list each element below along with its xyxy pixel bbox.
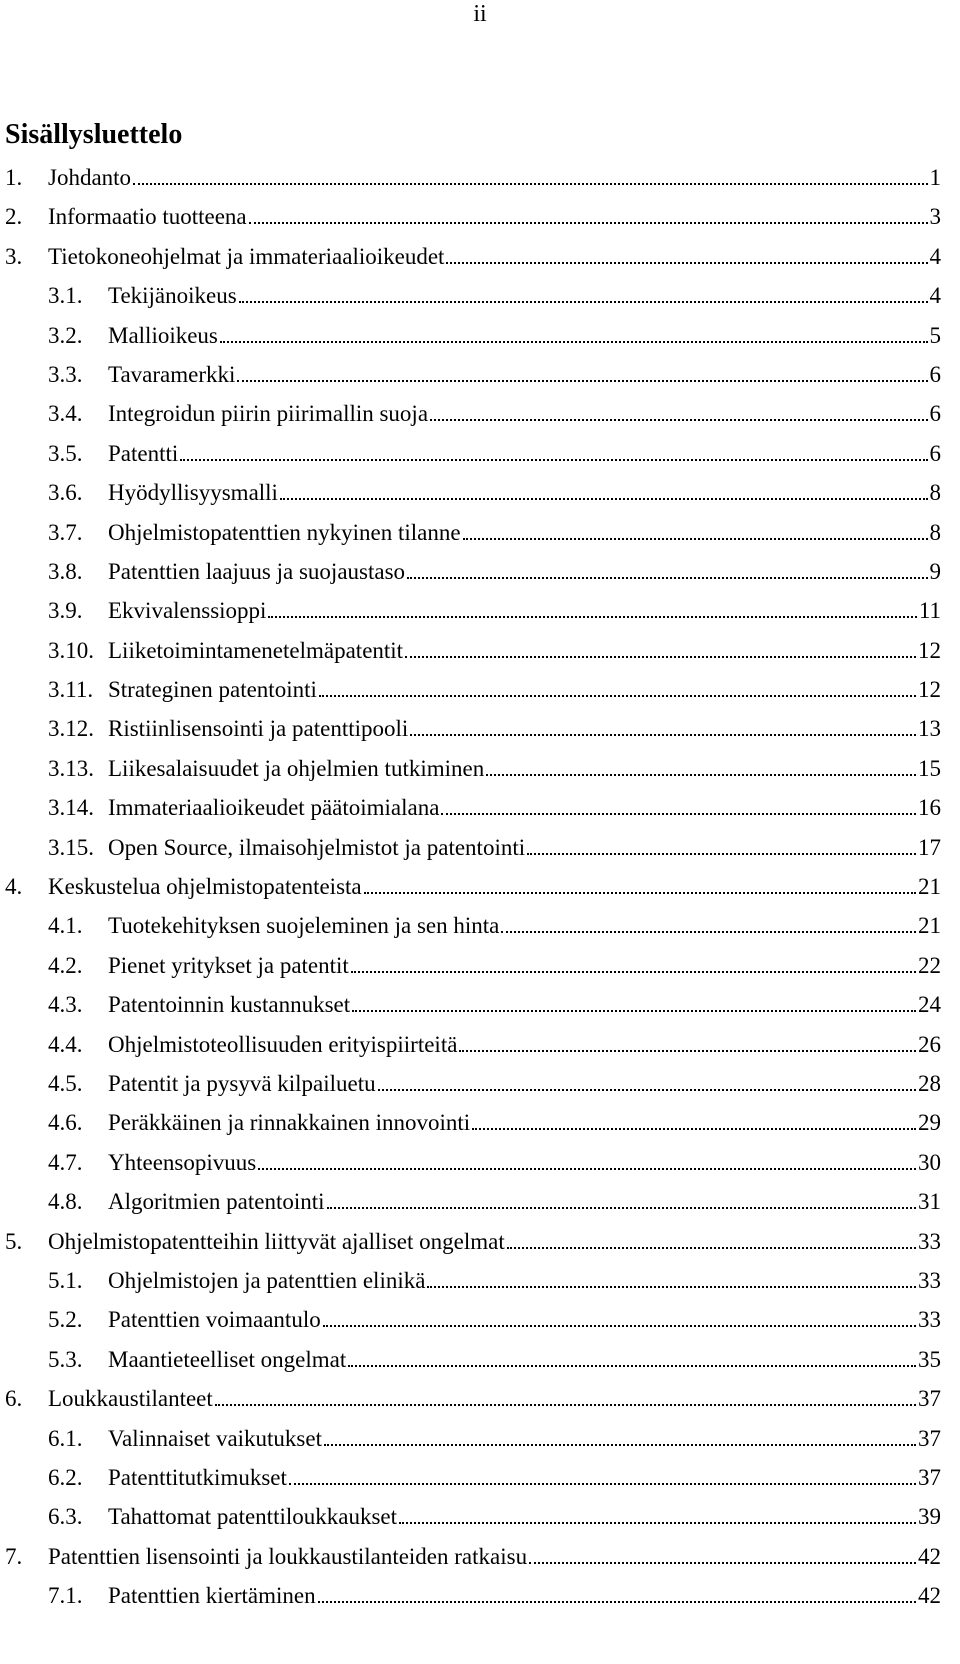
toc-entry[interactable]: [0, 1464, 960, 1503]
toc-entry-title: Maantieteelliset ongelmat: [108, 1346, 347, 1372]
toc-entry-page: 37: [918, 1386, 941, 1412]
toc-entry-page: 16: [918, 795, 941, 821]
dot-leader: [352, 1009, 916, 1012]
toc-entry-page: 33: [918, 1267, 941, 1293]
toc-entry-page: 4: [929, 243, 941, 269]
toc-entry-title: Keskustelua ohjelmistopatenteista: [48, 874, 362, 900]
toc-entry-line: [108, 1464, 941, 1492]
dot-leader: [289, 1482, 916, 1485]
toc-entry-page: 30: [918, 1149, 941, 1175]
toc-entry-line: [48, 873, 941, 901]
toc-entry-line: [48, 164, 941, 192]
dot-leader: [472, 1127, 916, 1130]
toc-entry-number: 6.: [5, 1386, 23, 1412]
dot-leader: [378, 1088, 916, 1091]
toc-entry-page: 24: [918, 992, 941, 1018]
toc-entry-title: Patenttien laajuus ja suojaustaso: [108, 558, 406, 584]
toc-entry-page: 22: [918, 952, 941, 978]
toc-entry[interactable]: [0, 1346, 960, 1385]
dot-leader: [446, 261, 927, 264]
toc-entry-number: 3.1.: [48, 283, 83, 309]
toc-entry-title: Tietokoneohjelmat ja immateriaalioikeudet: [48, 243, 445, 269]
dot-leader: [407, 576, 927, 579]
dot-leader: [529, 1561, 916, 1564]
toc-entry-line: [108, 1149, 941, 1177]
toc-entry-page: 37: [918, 1464, 941, 1490]
toc-entry-line: [108, 1267, 941, 1295]
toc-entry[interactable]: [0, 1070, 960, 1109]
toc-entry-line: [108, 479, 941, 507]
toc-entry-title: Tekijänoikeus: [108, 283, 237, 309]
toc-entry[interactable]: [0, 1149, 960, 1188]
toc-entry-line: [108, 637, 941, 665]
dot-leader: [441, 812, 916, 815]
toc-entry-line: [108, 282, 941, 310]
toc-entry-page: 21: [918, 913, 941, 939]
toc-entry-line: [108, 1109, 941, 1137]
toc-entry-line: [108, 597, 941, 625]
toc-entry-line: [108, 519, 941, 547]
toc-entry-line: [108, 1425, 941, 1453]
toc-entry-number: 4.8.: [48, 1189, 83, 1215]
toc-entry[interactable]: [0, 1267, 960, 1306]
toc-entry-page: 26: [918, 1031, 941, 1057]
toc-entry-number: 7.1.: [48, 1583, 83, 1609]
toc-entry-page: 31: [918, 1189, 941, 1215]
dot-leader: [239, 300, 928, 303]
toc-entry[interactable]: [0, 1503, 960, 1542]
toc-entry[interactable]: [0, 1543, 960, 1582]
toc-entry-line: [108, 440, 941, 468]
toc-entry-title: Algoritmien patentointi: [108, 1189, 325, 1215]
toc-entry-number: 3.3.: [48, 361, 83, 387]
toc-entry-page: 8: [929, 480, 941, 506]
toc-entry[interactable]: [0, 597, 960, 636]
toc-entry-line: [108, 1070, 941, 1098]
toc-entry-page: 37: [918, 1425, 941, 1451]
toc-entry-line: [48, 1228, 941, 1256]
toc-entry-title: Tahattomat patenttiloukkaukset: [108, 1504, 398, 1530]
toc-entry-page: 12: [918, 637, 941, 663]
toc-entry-number: 3.9.: [48, 598, 83, 624]
toc-entry-number: 3.13.: [48, 755, 94, 781]
toc-entry-number: 4.4.: [48, 1031, 83, 1057]
toc-entry[interactable]: [0, 558, 960, 597]
toc-entry-line: [108, 1306, 941, 1334]
toc-entry-line: [108, 1503, 941, 1531]
toc-entry-number: 3.7.: [48, 519, 83, 545]
toc-entry[interactable]: [0, 400, 960, 439]
toc-entry-number: 4.2.: [48, 952, 83, 978]
toc-entry-title: Immateriaalioikeudet päätoimialana: [108, 795, 440, 821]
toc-entry-number: 4.3.: [48, 992, 83, 1018]
toc-entry[interactable]: [0, 164, 960, 203]
toc-entry[interactable]: [0, 1385, 960, 1424]
toc-entry-number: 4.6.: [48, 1110, 83, 1136]
toc-entry-number: 3.4.: [48, 401, 83, 427]
dot-leader: [507, 1246, 916, 1249]
toc-entry-line: [108, 322, 941, 350]
dot-leader: [249, 221, 928, 224]
toc-entry-number: 3.: [5, 243, 23, 269]
toc-entry-number: 7.: [5, 1543, 23, 1569]
dot-leader: [323, 1324, 916, 1327]
dot-leader: [220, 340, 928, 343]
toc-entry-page: 6: [929, 361, 941, 387]
toc-entry-number: 3.15.: [48, 834, 94, 860]
toc-entry-number: 4.: [5, 874, 23, 900]
toc-entry-line: [108, 361, 941, 389]
toc-entry-line: [108, 715, 941, 743]
toc-entry-title: Loukkaustilanteet: [48, 1386, 213, 1412]
dot-leader: [237, 379, 927, 382]
toc-entry-title: Strateginen patentointi: [108, 677, 317, 703]
toc-entry[interactable]: [0, 952, 960, 991]
toc-entry-line: [108, 1031, 941, 1059]
toc-entry-number: 4.5.: [48, 1070, 83, 1096]
toc-entry-page: 35: [918, 1346, 941, 1372]
toc-entry-page: 6: [929, 440, 941, 466]
toc-entry[interactable]: [0, 1031, 960, 1070]
toc-entry-number: 5.3.: [48, 1346, 83, 1372]
toc-entry-page: 33: [918, 1307, 941, 1333]
toc-entry-page: 39: [918, 1504, 941, 1530]
toc-entry[interactable]: [0, 519, 960, 558]
toc-entry[interactable]: [0, 440, 960, 479]
dot-leader: [215, 1403, 916, 1406]
toc-entry-page: 9: [929, 558, 941, 584]
toc-entry[interactable]: [0, 1228, 960, 1267]
toc-entry[interactable]: [0, 1109, 960, 1148]
toc-entry-line: [48, 1385, 941, 1413]
toc-entry[interactable]: [0, 873, 960, 912]
dot-leader: [527, 852, 916, 855]
toc-entry-page: 4: [929, 283, 941, 309]
toc-entry-page: 11: [918, 598, 941, 624]
toc-entry-page: 12: [918, 677, 941, 703]
toc-entry[interactable]: [0, 1425, 960, 1464]
toc-entry-number: 6.2.: [48, 1464, 83, 1490]
toc-entry-title: Ohjelmistojen ja patenttien elinikä: [108, 1267, 426, 1293]
toc-entry[interactable]: [0, 755, 960, 794]
toc-entry-title: Tuotekehityksen suojeleminen ja sen hinta: [108, 913, 500, 939]
toc-entry-line: [108, 400, 941, 428]
toc-entry-title: Hyödyllisyysmalli: [108, 480, 278, 506]
toc-entry-line: [108, 1582, 941, 1610]
toc-entry[interactable]: [0, 715, 960, 754]
toc-entry-title: Tavaramerkki: [108, 361, 236, 387]
dot-leader: [348, 1364, 916, 1367]
toc-entry-title: Informaatio tuotteena: [48, 204, 247, 230]
toc-entry-number: 3.12.: [48, 716, 94, 742]
dot-leader: [399, 1521, 916, 1524]
toc-entry-title: Ekvivalenssioppi: [108, 598, 267, 624]
toc-entry-line: [108, 912, 941, 940]
toc-entry-page: 13: [918, 716, 941, 742]
toc-entry-number: 6.3.: [48, 1504, 83, 1530]
toc-entry-title: Mallioikeus: [108, 322, 218, 348]
toc-entry-title: Patenttitutkimukset: [108, 1464, 287, 1490]
toc-entry-line: [108, 834, 941, 862]
toc-entry[interactable]: [0, 834, 960, 873]
toc-entry-title: Ohjelmistopatentteihin liittyvät ajalliset ongelmat: [48, 1228, 505, 1254]
toc-entry-title: Liiketoimintamenetelmäpatentit: [108, 637, 404, 663]
toc-entry-number: 3.6.: [48, 480, 83, 506]
toc-entry-number: 3.10.: [48, 637, 94, 663]
toc-entry-line: [108, 952, 941, 980]
dot-leader: [427, 1285, 916, 1288]
dot-leader: [319, 694, 916, 697]
toc-entry-page: 33: [918, 1228, 941, 1254]
dot-leader: [318, 1600, 916, 1603]
toc-list: [0, 164, 960, 1621]
toc-entry-page: 42: [918, 1543, 941, 1569]
toc-entry-number: 4.7.: [48, 1149, 83, 1175]
dot-leader: [324, 1443, 916, 1446]
toc-entry-number: 2.: [5, 204, 23, 230]
dot-leader: [405, 655, 916, 658]
toc-entry-line: [48, 243, 941, 271]
toc-entry-page: 3: [929, 204, 941, 230]
toc-entry-title: Integroidun piirin piirimallin suoja: [108, 401, 429, 427]
dot-leader: [268, 615, 916, 618]
toc-entry-number: 3.14.: [48, 795, 94, 821]
toc-entry-title: Johdanto: [48, 165, 132, 190]
dot-leader: [501, 930, 916, 933]
toc-entry-title: Patentti: [108, 440, 179, 466]
toc-entry-number: 5.2.: [48, 1307, 83, 1333]
dot-leader: [430, 418, 927, 421]
toc-entry-title: Ohjelmistopatenttien nykyinen tilanne: [108, 519, 461, 545]
toc-entry[interactable]: [0, 322, 960, 361]
toc-entry-number: 3.8.: [48, 558, 83, 584]
toc-entry-number: 5.1.: [48, 1267, 83, 1293]
toc-entry[interactable]: [0, 794, 960, 833]
toc-entry-page: 42: [918, 1583, 941, 1609]
toc-entry-line: [108, 1346, 941, 1374]
toc-entry[interactable]: [0, 1582, 960, 1621]
dot-leader: [364, 891, 916, 894]
toc-entry[interactable]: [0, 676, 960, 715]
toc-entry-line: [48, 1543, 941, 1571]
toc-entry-number: 3.2.: [48, 322, 83, 348]
toc-entry-page: 8: [929, 519, 941, 545]
toc-entry-page: 6: [929, 401, 941, 427]
toc-entry-number: 4.1.: [48, 913, 83, 939]
toc-entry-page: 15: [918, 755, 941, 781]
toc-entry-title: Ristiinlisensointi ja patenttipooli: [108, 716, 409, 742]
toc-entry-title: Peräkkäinen ja rinnakkainen innovointi: [108, 1110, 471, 1136]
dot-leader: [133, 182, 927, 185]
toc-entry[interactable]: [0, 991, 960, 1030]
toc-entry-number: 1.: [5, 165, 23, 190]
toc-entry-page: 5: [929, 322, 941, 348]
dot-leader: [280, 497, 928, 500]
dot-leader: [486, 773, 916, 776]
toc-entry-line: [48, 203, 941, 231]
toc-entry-line: [108, 558, 941, 586]
toc-entry-number: 3.5.: [48, 440, 83, 466]
toc-entry[interactable]: [0, 1306, 960, 1345]
toc-entry-page: 29: [918, 1110, 941, 1136]
toc-entry-title: Patenttien lisensointi ja loukkaustilanteiden ratkaisu: [48, 1543, 528, 1569]
toc-entry-line: [108, 1188, 941, 1216]
dot-leader: [410, 733, 916, 736]
dot-leader: [351, 970, 916, 973]
toc-entry[interactable]: [0, 1188, 960, 1227]
toc-entry-title: Open Source, ilmaisohjelmistot ja patentointi: [108, 834, 526, 860]
toc-entry-title: Patentit ja pysyvä kilpailuetu: [108, 1070, 376, 1096]
dot-leader: [459, 1049, 916, 1052]
toc-entry[interactable]: [0, 637, 960, 676]
dot-leader: [180, 458, 927, 461]
toc-entry-line: [108, 755, 941, 783]
dot-leader: [258, 1167, 916, 1170]
toc-entry[interactable]: [0, 203, 960, 242]
dot-leader: [463, 537, 928, 540]
toc-entry-line: [108, 676, 941, 704]
toc-entry[interactable]: [0, 479, 960, 518]
toc-entry-line: [108, 991, 941, 1019]
toc-entry-title: Liikesalaisuudet ja ohjelmien tutkiminen: [108, 755, 485, 781]
toc-entry-page: 28: [918, 1070, 941, 1096]
toc-entry[interactable]: [0, 243, 960, 282]
toc-entry-title: Patenttien kiertäminen: [108, 1583, 316, 1609]
page-number: ii: [473, 1, 487, 27]
toc-title: Sisällysluettelo: [5, 119, 183, 150]
toc-entry[interactable]: [0, 361, 960, 400]
toc-entry-page: 17: [918, 834, 941, 860]
toc-entry[interactable]: [0, 912, 960, 951]
toc-entry-number: 5.: [5, 1228, 23, 1254]
toc-entry-number: 6.1.: [48, 1425, 83, 1451]
toc-entry-title: Patenttien voimaantulo: [108, 1307, 321, 1333]
toc-entry-page: 1: [929, 165, 941, 190]
toc-entry-line: [108, 794, 941, 822]
toc-entry-number: 3.11.: [48, 677, 94, 703]
toc-entry-title: Ohjelmistoteollisuuden erityispiirteitä: [108, 1031, 458, 1057]
toc-entry-title: Pienet yritykset ja patentit: [108, 952, 349, 978]
toc-entry-title: Patentoinnin kustannukset: [108, 992, 351, 1018]
toc-entry-title: Valinnaiset vaikutukset: [108, 1425, 322, 1451]
dot-leader: [327, 1206, 916, 1209]
toc-entry-title: Yhteensopivuus: [108, 1149, 257, 1175]
toc-entry[interactable]: [0, 282, 960, 321]
toc-entry-page: 21: [918, 874, 941, 900]
